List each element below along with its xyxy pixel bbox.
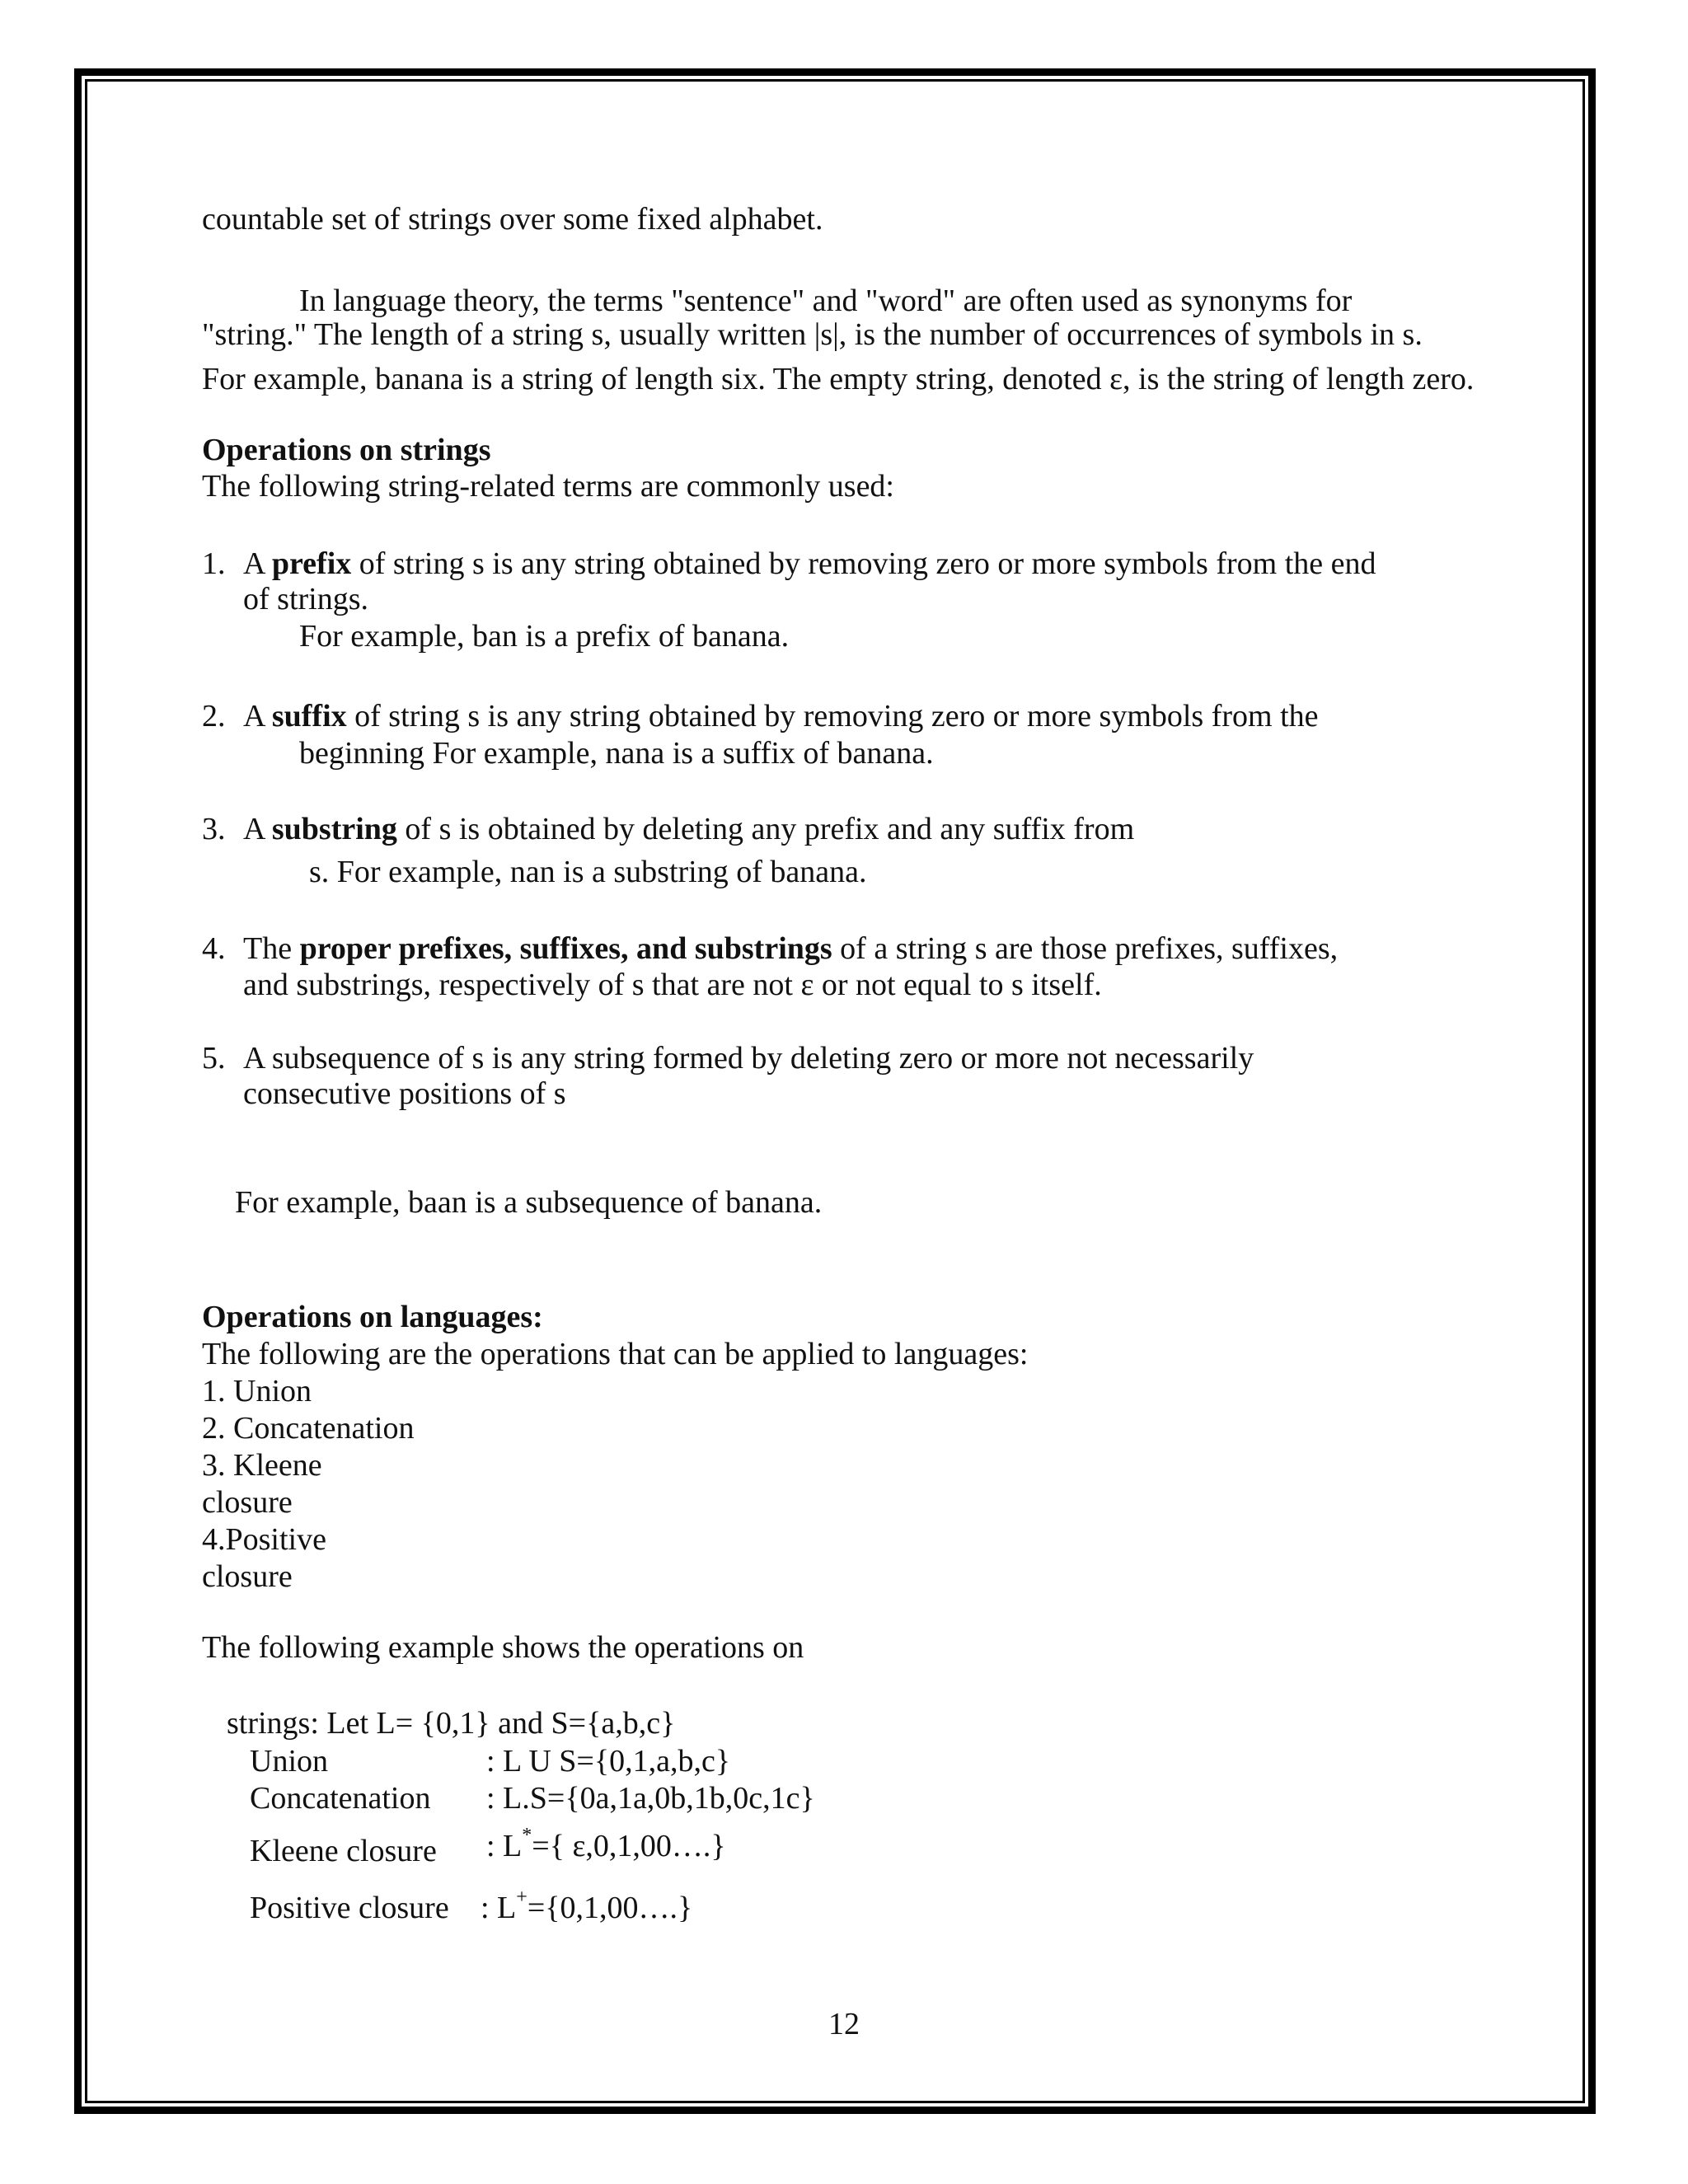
languages-list-item: closure — [202, 1485, 293, 1520]
list-item-4-number: 4. — [202, 931, 226, 966]
example-intro: The following example shows the operations on — [202, 1630, 804, 1665]
op-name-positive: Positive closure — [250, 1891, 449, 1925]
list-item-1-text: A prefix of string s is any string obtained by removing zero or more symbols from the end — [243, 546, 1376, 581]
strings-section-heading: Operations on strings — [202, 433, 491, 467]
page-number: 12 — [828, 2007, 860, 2041]
intro-paragraph-line-2: "string." The length of a string s, usually written |s|, is the number of occurrences of symbols in s. — [202, 317, 1423, 352]
list-item-4-line-2: and substrings, respectively of s that are not ε or not equal to s itself. — [243, 968, 1102, 1002]
list-item-1-number: 1. — [202, 546, 226, 581]
list-item-5-line-2: consecutive positions of s — [243, 1076, 566, 1111]
op-result-kleene: : L*={ ε,0,1,00….} — [486, 1825, 726, 1863]
kleene-star-superscript: * — [522, 1825, 532, 1847]
strings-section-intro: The following string-related terms are commonly used: — [202, 469, 894, 504]
list-item-1-line-2: of strings. — [243, 582, 368, 616]
languages-list-item: 3. Kleene — [202, 1448, 322, 1483]
languages-list-item: 1. Union — [202, 1374, 312, 1408]
subsequence-example: For example, baan is a subsequence of banana. — [235, 1185, 823, 1220]
term-suffix: suffix — [271, 699, 347, 733]
term-proper-prefixes: proper prefixes, suffixes, and substrings — [299, 931, 832, 966]
intro-paragraph-line-1: In language theory, the terms "sentence" and "word" are often used as synonyms for — [299, 284, 1353, 318]
intro-paragraph-line-3: For example, banana is a string of length six. The empty string, denoted ε, is the string of length zero. — [202, 362, 1475, 396]
term-substring: substring — [271, 812, 397, 846]
list-item-2-line-2: beginning For example, nana is a suffix of banana. — [299, 736, 934, 771]
op-name-concatenation: Concatenation — [250, 1781, 431, 1816]
list-item-3-line-2: s. For example, nan is a substring of banana. — [309, 855, 867, 889]
positive-plus-superscript: + — [516, 1886, 528, 1909]
languages-list-item: 2. Concatenation — [202, 1411, 415, 1446]
list-item-1-example: For example, ban is a prefix of banana. — [299, 619, 790, 654]
list-item-3-number: 3. — [202, 812, 226, 846]
list-item-2-text: A suffix of string s is any string obtained by removing zero or more symbols from the — [243, 699, 1319, 733]
list-item-5-number: 5. — [202, 1041, 226, 1076]
op-name-kleene: Kleene closure — [250, 1834, 437, 1868]
op-result-union: : L U S={0,1,a,b,c} — [486, 1744, 731, 1779]
languages-section-heading: Operations on languages: — [202, 1300, 543, 1334]
op-name-union: Union — [250, 1744, 328, 1779]
term-prefix: prefix — [271, 546, 352, 581]
list-item-3-text: A substring of s is obtained by deleting any prefix and any suffix from — [243, 812, 1135, 846]
languages-list-item: closure — [202, 1559, 293, 1594]
list-item-5-text: A subsequence of s is any string formed by deleting zero or more not necessarily — [243, 1041, 1254, 1076]
list-item-4-text: The proper prefixes, suffixes, and substrings of a string s are those prefixes, suffixes, — [243, 931, 1339, 966]
op-result-positive: : L+={0,1,00….} — [481, 1886, 693, 1925]
list-item-2-number: 2. — [202, 699, 226, 733]
example-let-statement: strings: Let L= {0,1} and S={a,b,c} — [227, 1706, 676, 1741]
op-result-concatenation: : L.S={0a,1a,0b,1b,0c,1c} — [486, 1781, 815, 1816]
intro-continued-line: countable set of strings over some fixed alphabet. — [202, 202, 823, 237]
languages-list-item: 4.Positive — [202, 1522, 326, 1557]
languages-section-intro: The following are the operations that can be applied to languages: — [202, 1337, 1029, 1371]
